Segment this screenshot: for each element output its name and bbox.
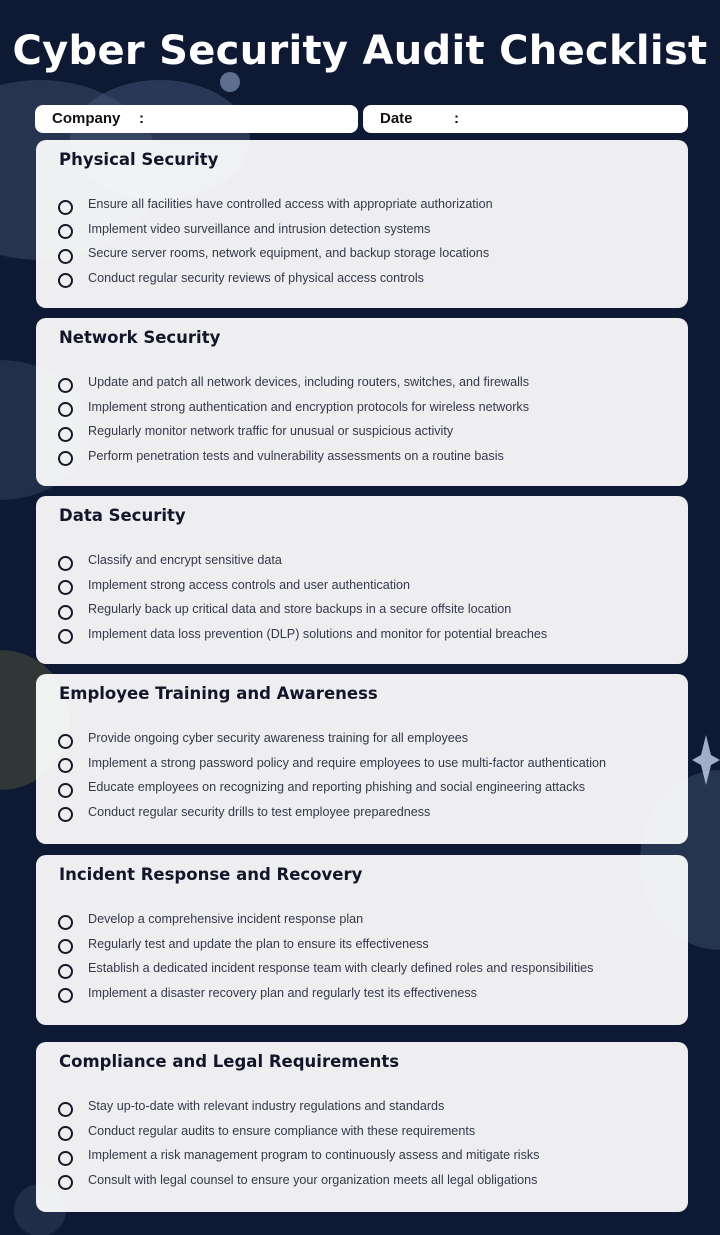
checklist-item[interactable]: Perform penetration tests and vulnerability assessments on a routine basis	[58, 444, 529, 469]
checklist-item[interactable]: Consult with legal counsel to ensure your organization meets all legal obligations	[58, 1168, 539, 1193]
checkbox-circle-icon[interactable]	[58, 939, 73, 954]
checkbox-circle-icon[interactable]	[58, 988, 73, 1003]
checkbox-circle-icon[interactable]	[58, 807, 73, 822]
checkbox-circle-icon[interactable]	[58, 580, 73, 595]
section-heading: Employee Training and Awareness	[59, 684, 378, 703]
checkbox-circle-icon[interactable]	[58, 783, 73, 798]
checklist-item[interactable]: Stay up-to-date with relevant industry regulations and standards	[58, 1094, 539, 1119]
checkbox-circle-icon[interactable]	[58, 964, 73, 979]
checklist-item[interactable]: Regularly back up critical data and store backups in a secure offsite location	[58, 597, 547, 622]
checklist-item[interactable]: Provide ongoing cyber security awareness training for all employees	[58, 726, 606, 751]
checkbox-circle-icon[interactable]	[58, 734, 73, 749]
checklist-item[interactable]: Establish a dedicated incident response team with clearly defined roles and responsibilities	[58, 956, 593, 981]
section-incident-response	[36, 855, 688, 1025]
checklist-item[interactable]: Implement strong access controls and user authentication	[58, 573, 547, 598]
company-field[interactable]	[35, 105, 358, 133]
checkbox-circle-icon[interactable]	[58, 915, 73, 930]
checklist-item[interactable]: Implement video surveillance and intrusion detection systems	[58, 217, 493, 242]
checkbox-circle-icon[interactable]	[58, 427, 73, 442]
checkbox-circle-icon[interactable]	[58, 1126, 73, 1141]
section-heading: Incident Response and Recovery	[59, 865, 363, 884]
section-heading: Network Security	[59, 328, 221, 347]
checklist-item[interactable]: Update and patch all network devices, including routers, switches, and firewalls	[58, 370, 529, 395]
section-data-security	[36, 496, 688, 664]
checkbox-circle-icon[interactable]	[58, 1151, 73, 1166]
checkbox-circle-icon[interactable]	[58, 402, 73, 417]
date-label: Date	[380, 110, 413, 127]
checklist-item[interactable]: Implement a disaster recovery plan and regularly test its effectiveness	[58, 981, 593, 1006]
checkbox-circle-icon[interactable]	[58, 451, 73, 466]
checklist-item[interactable]: Ensure all facilities have controlled access with appropriate authorization	[58, 192, 493, 217]
checklist-item[interactable]: Implement strong authentication and encryption protocols for wireless networks	[58, 395, 529, 420]
company-label: Company	[52, 110, 121, 127]
section-network-security	[36, 318, 688, 486]
section-heading: Physical Security	[59, 150, 219, 169]
checklist-item[interactable]: Regularly monitor network traffic for unusual or suspicious activity	[58, 419, 529, 444]
section-employee-training	[36, 674, 688, 844]
checkbox-circle-icon[interactable]	[58, 200, 73, 215]
checklist-item[interactable]: Implement a strong password policy and require employees to use multi-factor authentication	[58, 751, 606, 776]
checkbox-circle-icon[interactable]	[58, 224, 73, 239]
checklist-item[interactable]: Develop a comprehensive incident response plan	[58, 907, 593, 932]
checklist-item[interactable]: Conduct regular security drills to test employee preparedness	[58, 800, 606, 825]
date-field[interactable]	[363, 105, 688, 133]
company-separator: :	[139, 110, 144, 127]
checkbox-circle-icon[interactable]	[58, 249, 73, 264]
checkbox-circle-icon[interactable]	[58, 378, 73, 393]
section-compliance-legal	[36, 1042, 688, 1212]
section-heading: Data Security	[59, 506, 186, 525]
checklist-item[interactable]: Educate employees on recognizing and reporting phishing and social engineering attacks	[58, 775, 606, 800]
checklist-item[interactable]: Regularly test and update the plan to ensure its effectiveness	[58, 932, 593, 957]
date-separator: :	[454, 110, 459, 127]
checklist-item[interactable]: Classify and encrypt sensitive data	[58, 548, 547, 573]
checklist-item[interactable]: Secure server rooms, network equipment, and backup storage locations	[58, 241, 493, 266]
checkbox-circle-icon[interactable]	[58, 1175, 73, 1190]
section-physical-security	[36, 140, 688, 308]
checklist-item[interactable]: Implement data loss prevention (DLP) solutions and monitor for potential breaches	[58, 622, 547, 647]
checkbox-circle-icon[interactable]	[58, 556, 73, 571]
checkbox-circle-icon[interactable]	[58, 1102, 73, 1117]
checkbox-circle-icon[interactable]	[58, 605, 73, 620]
checkbox-circle-icon[interactable]	[58, 629, 73, 644]
page-title: Cyber Security Audit Checklist	[12, 28, 708, 74]
checklist-item[interactable]: Implement a risk management program to continuously assess and mitigate risks	[58, 1143, 539, 1168]
checkbox-circle-icon[interactable]	[58, 273, 73, 288]
section-heading: Compliance and Legal Requirements	[59, 1052, 400, 1071]
checklist-item[interactable]: Conduct regular audits to ensure compliance with these requirements	[58, 1119, 539, 1144]
checkbox-circle-icon[interactable]	[58, 758, 73, 773]
checklist-item[interactable]: Conduct regular security reviews of physical access controls	[58, 266, 493, 291]
